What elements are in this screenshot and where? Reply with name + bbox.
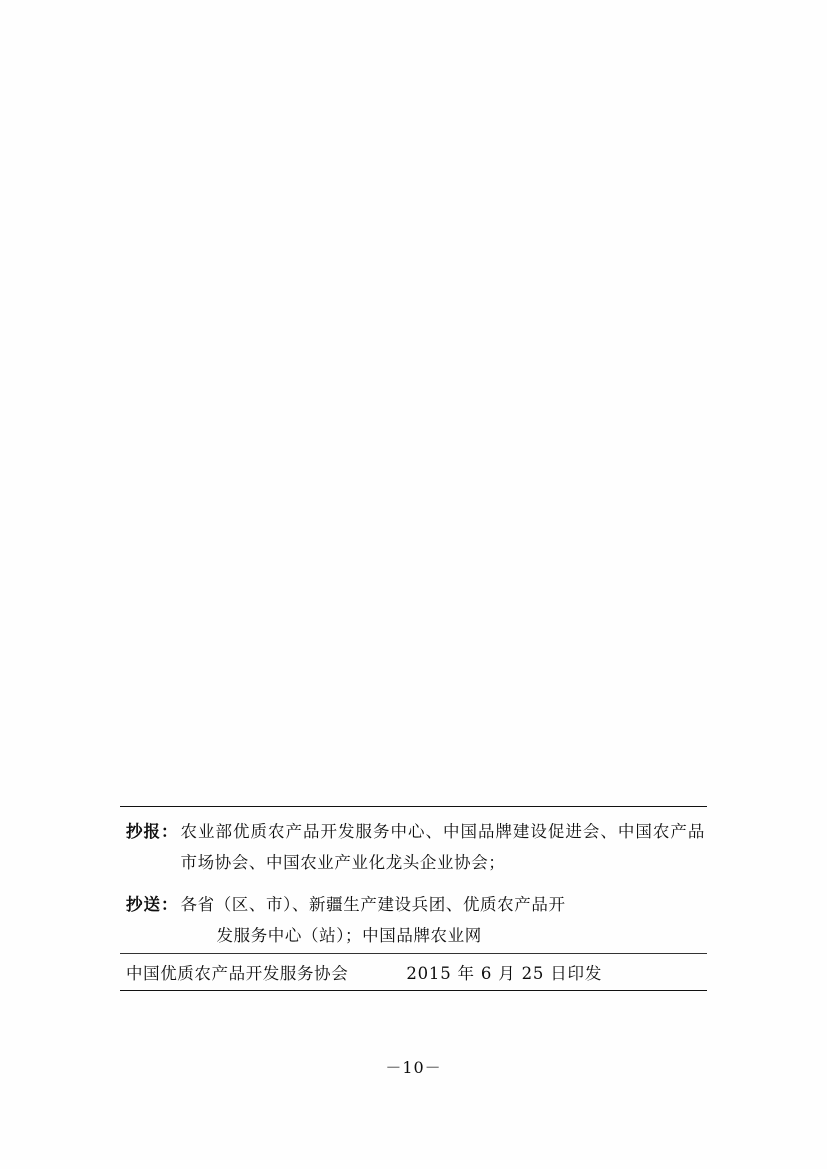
distribution-label-send: 抄送： <box>126 895 179 914</box>
page-number: －10－ <box>385 1058 442 1077</box>
distribution-row-copy-to-report <box>120 807 707 880</box>
distribution-text-send-line2: 发服务中心（站）；中国品牌农业网 <box>216 926 482 945</box>
issuer-row <box>120 954 707 990</box>
distribution-row-copy-to-send <box>120 880 707 953</box>
distribution-text-send-line1: 各省（区、市）、新疆生产建设兵团、优质农产品开 <box>180 895 566 914</box>
distribution-text-report: 农业部优质农产品开发服务中心、中国品牌建设促进会、中国农产品市场协会、中国农业产业化龙头企业协会； <box>180 822 705 872</box>
divider-bottom <box>120 990 707 991</box>
distribution-text-send <box>181 889 706 951</box>
issuer-name: 中国优质农产品开发服务协会 <box>126 964 349 983</box>
issuer-date: 2015 年 6 月 25 日印发 <box>406 964 603 983</box>
document-body-blank-area <box>120 60 707 800</box>
distribution-block <box>120 806 707 991</box>
distribution-label-report: 抄报： <box>126 822 179 841</box>
